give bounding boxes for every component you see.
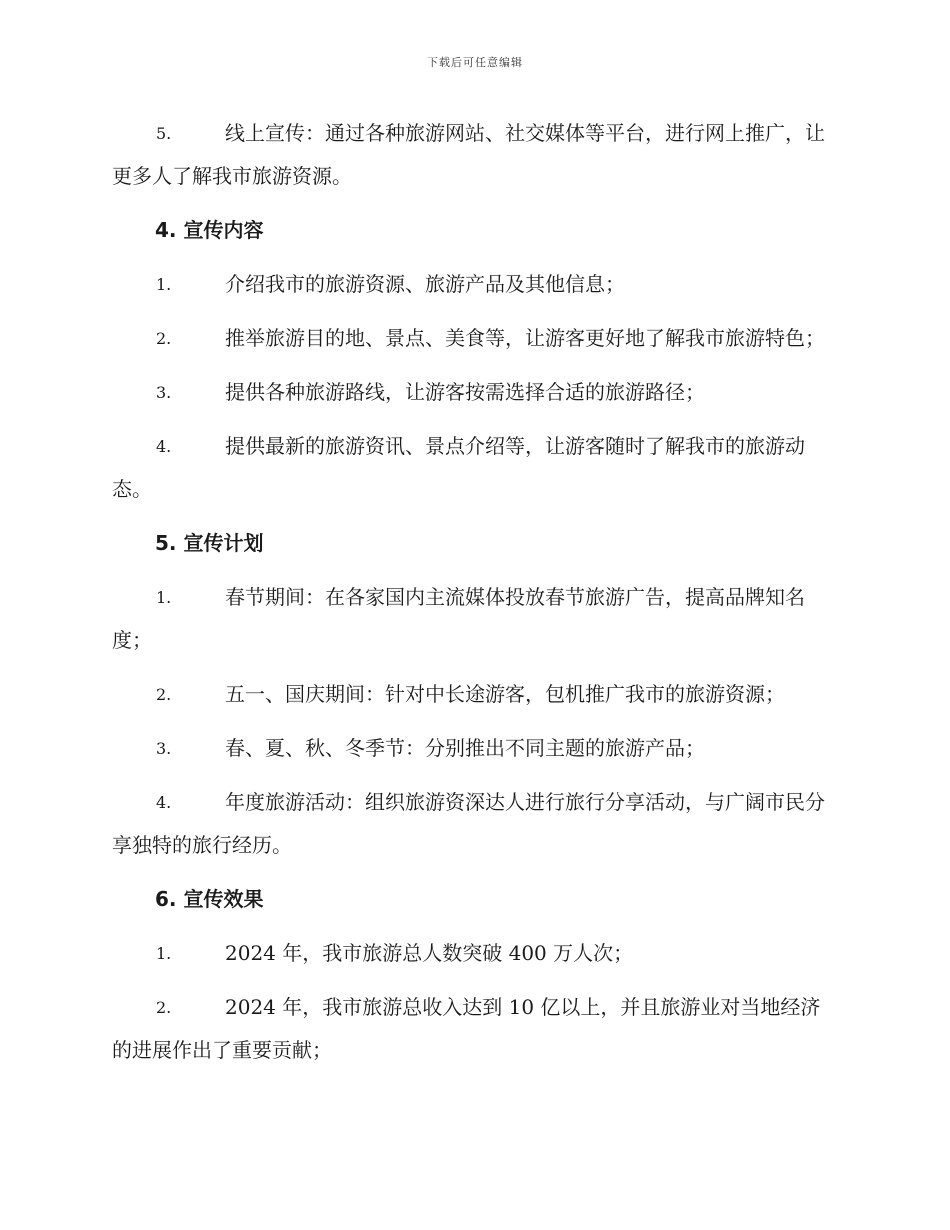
list-item [112,727,836,770]
document-body [112,112,836,1083]
list-item-text: 介绍我市的旅游资源、旅游产品及其他信息； [225,272,625,296]
list-item-text: 提供各种旅游路线，让游客按需选择合适的旅游路径； [225,380,705,404]
list-item-number: 4. [156,437,172,456]
list-item-number: 2. [156,329,172,348]
list-item-number: 3. [156,739,172,758]
list-item-text: 2024 年，我市旅游总人数突破 400 万人次； [225,941,634,965]
list-item-text: 年度旅游活动：组织旅游资深达人进行旅行分享活动，与广阔市民分享独特的旅行经历。 [112,790,825,857]
list-item [112,781,836,867]
list-item [112,371,836,414]
list-item [112,425,836,511]
page-header: 下载后可任意编辑 [427,56,523,69]
list-item-number: 1. [156,944,172,963]
list-item-number: 2. [156,998,172,1017]
list-item-text: 线上宣传：通过各种旅游网站、社交媒体等平台，进行网上推广，让更多人了解我市旅游资源。 [112,121,825,188]
section-heading: 6. 宣传效果 [155,887,264,911]
list-item [112,317,836,360]
list-item [112,263,836,306]
list-item-number: 5. [156,124,172,143]
list-item-text: 五一、国庆期间：针对中长途游客，包机推广我市的旅游资源； [225,682,785,706]
list-item-text: 春节期间：在各家国内主流媒体投放春节旅游广告，提高品牌知名度； [112,585,805,652]
list-item [112,673,836,716]
list-item-number: 4. [156,793,172,812]
list-item-number: 1. [156,275,172,294]
list-item [112,986,836,1072]
list-item-number: 3. [156,383,172,402]
list-item [112,112,836,198]
list-item [112,576,836,662]
section-heading: 4. 宣传内容 [155,218,264,242]
list-item-number: 2. [156,685,172,704]
list-item-text: 推举旅游目的地、景点、美食等，让游客更好地了解我市旅游特色； [225,326,825,350]
section-heading: 5. 宣传计划 [155,531,264,555]
list-item-text: 春、夏、秋、冬季节：分别推出不同主题的旅游产品； [225,736,705,760]
list-item [112,932,836,975]
list-item-text: 提供最新的旅游资讯、景点介绍等，让游客随时了解我市的旅游动态。 [112,434,805,501]
list-item-text: 2024 年，我市旅游总收入达到 10 亿以上，并且旅游业对当地经济的进展作出了重要贡献； [112,995,821,1062]
list-item-number: 1. [156,588,172,607]
